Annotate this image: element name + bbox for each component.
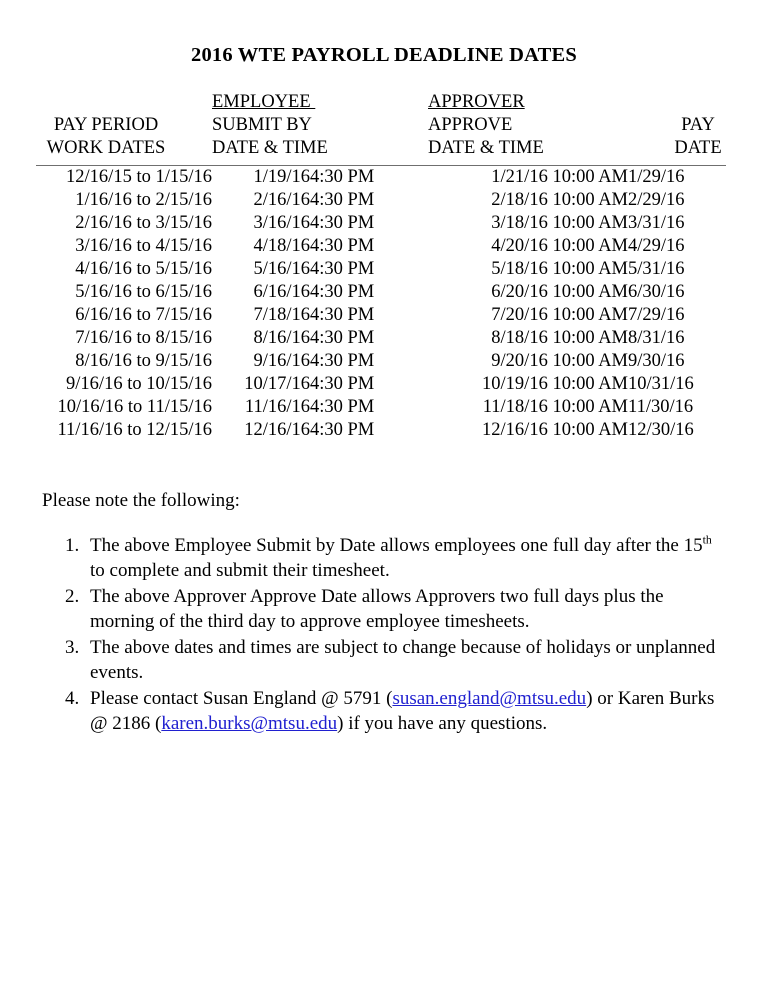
cell-approve-datetime: 6/20/16 10:00 AM: [491, 281, 629, 302]
cell-pay-date: 5/31/16: [628, 258, 685, 279]
cell-submit-date: 5/16/16: [253, 258, 310, 279]
table: [0, 91, 768, 442]
cell-submit-time: 4:30 PM: [310, 350, 375, 371]
cell-pay-date: 9/30/16: [628, 350, 685, 371]
payroll-deadline-table: [0, 91, 768, 442]
table-row: [0, 327, 768, 350]
cell-submit-time: 4:30 PM: [310, 419, 375, 440]
cell-pay-period: 9/16/16 to 10/15/16: [66, 373, 212, 394]
cell-submit-time: 4:30 PM: [310, 396, 375, 417]
cell-submit-time: 4:30 PM: [310, 235, 375, 256]
group-header-spacer: [0, 91, 212, 114]
cell-pay-period: 12/16/15 to 1/15/16: [66, 166, 212, 187]
column-header-pay-period-line1: PAY PERIOD: [53, 114, 159, 135]
table-row: [0, 350, 768, 373]
group-header-approver: APPROVER: [428, 91, 525, 112]
cell-pay-period: 10/16/16 to 11/15/16: [57, 396, 212, 417]
cell-pay-date: 7/29/16: [628, 304, 685, 325]
cell-submit-date: 6/16/16: [253, 281, 310, 302]
column-header-approver-line2: DATE & TIME: [428, 137, 544, 158]
cell-submit-date: 7/18/16: [253, 304, 310, 325]
cell-approve-datetime: 3/18/16 10:00 AM: [491, 212, 629, 233]
cell-pay-date: 6/30/16: [628, 281, 685, 302]
table-row: [0, 166, 768, 189]
cell-submit-date: 8/16/16: [253, 327, 310, 348]
cell-approve-datetime: 5/18/16 10:00 AM: [491, 258, 629, 279]
cell-approve-datetime: 12/16/16 10:00 AM: [482, 419, 629, 440]
cell-submit-time: 4:30 PM: [310, 304, 375, 325]
cell-pay-date: 2/29/16: [628, 189, 685, 210]
email-link-karen-burks[interactable]: karen.burks@mtsu.edu: [161, 713, 338, 735]
email-link-susan-england[interactable]: susan.england@mtsu.edu: [392, 687, 587, 709]
notes-section: [0, 488, 768, 737]
cell-pay-date: 10/31/16: [628, 373, 694, 394]
table-row: [0, 304, 768, 327]
table-header: [0, 91, 768, 166]
cell-submit-date: 2/16/16: [253, 189, 310, 210]
note-item-contact: [84, 686, 720, 737]
table-group-header-row: [0, 91, 768, 114]
cell-pay-period: 4/16/16 to 5/15/16: [75, 258, 212, 279]
column-header-employee-line2: DATE & TIME: [212, 137, 328, 158]
cell-submit-date: 10/17/16: [244, 373, 310, 394]
table-row: [0, 235, 768, 258]
notes-intro: Please note the following:: [42, 489, 240, 511]
cell-pay-period: 2/16/16 to 3/15/16: [75, 212, 212, 233]
cell-approve-datetime: 8/18/16 10:00 AM: [491, 327, 629, 348]
table-row: [0, 281, 768, 304]
table-row: [0, 258, 768, 281]
cell-approve-datetime: 9/20/16 10:00 AM: [491, 350, 629, 371]
table-row: [0, 212, 768, 235]
cell-pay-date: 11/30/16: [628, 396, 694, 417]
cell-approve-datetime: 4/20/16 10:00 AM: [491, 235, 629, 256]
group-header-spacer-right: [628, 91, 768, 114]
cell-submit-time: 4:30 PM: [310, 373, 375, 394]
cell-submit-time: 4:30 PM: [310, 327, 375, 348]
cell-approve-datetime: 2/18/16 10:00 AM: [491, 189, 629, 210]
note-text: The above Employee Submit by Date allows employees one full day after the 15: [90, 534, 703, 556]
cell-submit-date: 4/18/16: [253, 235, 310, 256]
column-header-employee-line1: SUBMIT BY: [212, 114, 312, 135]
note-text: The above dates and times are subject to change because of holidays or unplanned events.: [90, 636, 716, 684]
cell-submit-date: 9/16/16: [253, 350, 310, 371]
cell-submit-time: 4:30 PM: [310, 212, 375, 233]
column-header-pay-period-line2: WORK DATES: [46, 137, 166, 158]
column-header-approver-line1: APPROVE: [428, 114, 513, 135]
cell-pay-date: 3/31/16: [628, 212, 685, 233]
contact-text-part1: Please contact Susan England @ 5791 (: [90, 687, 393, 709]
cell-approve-datetime: 1/21/16 10:00 AM: [491, 166, 629, 187]
note-text: The above Approver Approve Date allows Approvers two full days plus the morning of the third day to approve employee timesheets.: [90, 585, 664, 633]
cell-pay-period: 6/16/16 to 7/15/16: [75, 304, 212, 325]
table-header-row-1: [0, 114, 768, 137]
note-item: [84, 635, 720, 686]
cell-submit-date: 11/16/16: [244, 396, 310, 417]
table-header-row-2: [0, 137, 768, 160]
cell-pay-date: 8/31/16: [628, 327, 685, 348]
cell-pay-date: 12/30/16: [628, 419, 694, 440]
contact-text-part3: ) if you have any questions.: [337, 713, 548, 735]
cell-submit-time: 4:30 PM: [310, 166, 375, 187]
cell-pay-period: 1/16/16 to 2/15/16: [75, 189, 212, 210]
cell-submit-date: 3/16/16: [253, 212, 310, 233]
column-header-pay-date-line2: DATE: [674, 137, 722, 158]
table-row: [0, 189, 768, 212]
group-header-employee: EMPLOYEE: [212, 91, 316, 112]
table-body: [0, 166, 768, 442]
note-text-continued: to complete and submit their timesheet.: [90, 560, 390, 582]
note-item: [84, 533, 720, 584]
cell-pay-date: 1/29/16: [628, 166, 685, 187]
cell-pay-period: 11/16/16 to 12/15/16: [57, 419, 212, 440]
cell-pay-date: 4/29/16: [628, 235, 685, 256]
cell-submit-time: 4:30 PM: [310, 189, 375, 210]
cell-pay-period: 3/16/16 to 4/15/16: [75, 235, 212, 256]
cell-submit-time: 4:30 PM: [310, 281, 375, 302]
note-item: [84, 584, 720, 635]
cell-approve-datetime: 7/20/16 10:00 AM: [491, 304, 629, 325]
notes-list: [42, 533, 768, 737]
cell-submit-time: 4:30 PM: [310, 258, 375, 279]
cell-approve-datetime: 10/19/16 10:00 AM: [482, 373, 629, 394]
cell-pay-period: 8/16/16 to 9/15/16: [75, 350, 212, 371]
cell-pay-period: 5/16/16 to 6/15/16: [75, 281, 212, 302]
cell-approve-datetime: 11/18/16 10:00 AM: [482, 396, 629, 417]
table-row: [0, 373, 768, 396]
cell-submit-date: 1/19/16: [253, 166, 310, 187]
cell-submit-date: 12/16/16: [244, 419, 310, 440]
table-row: [0, 419, 768, 442]
table-row: [0, 396, 768, 419]
cell-pay-period: 7/16/16 to 8/15/16: [75, 327, 212, 348]
column-header-pay-date-line1: PAY: [681, 114, 715, 135]
ordinal-suffix: th: [702, 533, 712, 547]
contact-text-part2: ) or Karen Burks @ 2186 (: [90, 687, 715, 735]
page-title: 2016 WTE PAYROLL DEADLINE DATES: [191, 44, 577, 66]
